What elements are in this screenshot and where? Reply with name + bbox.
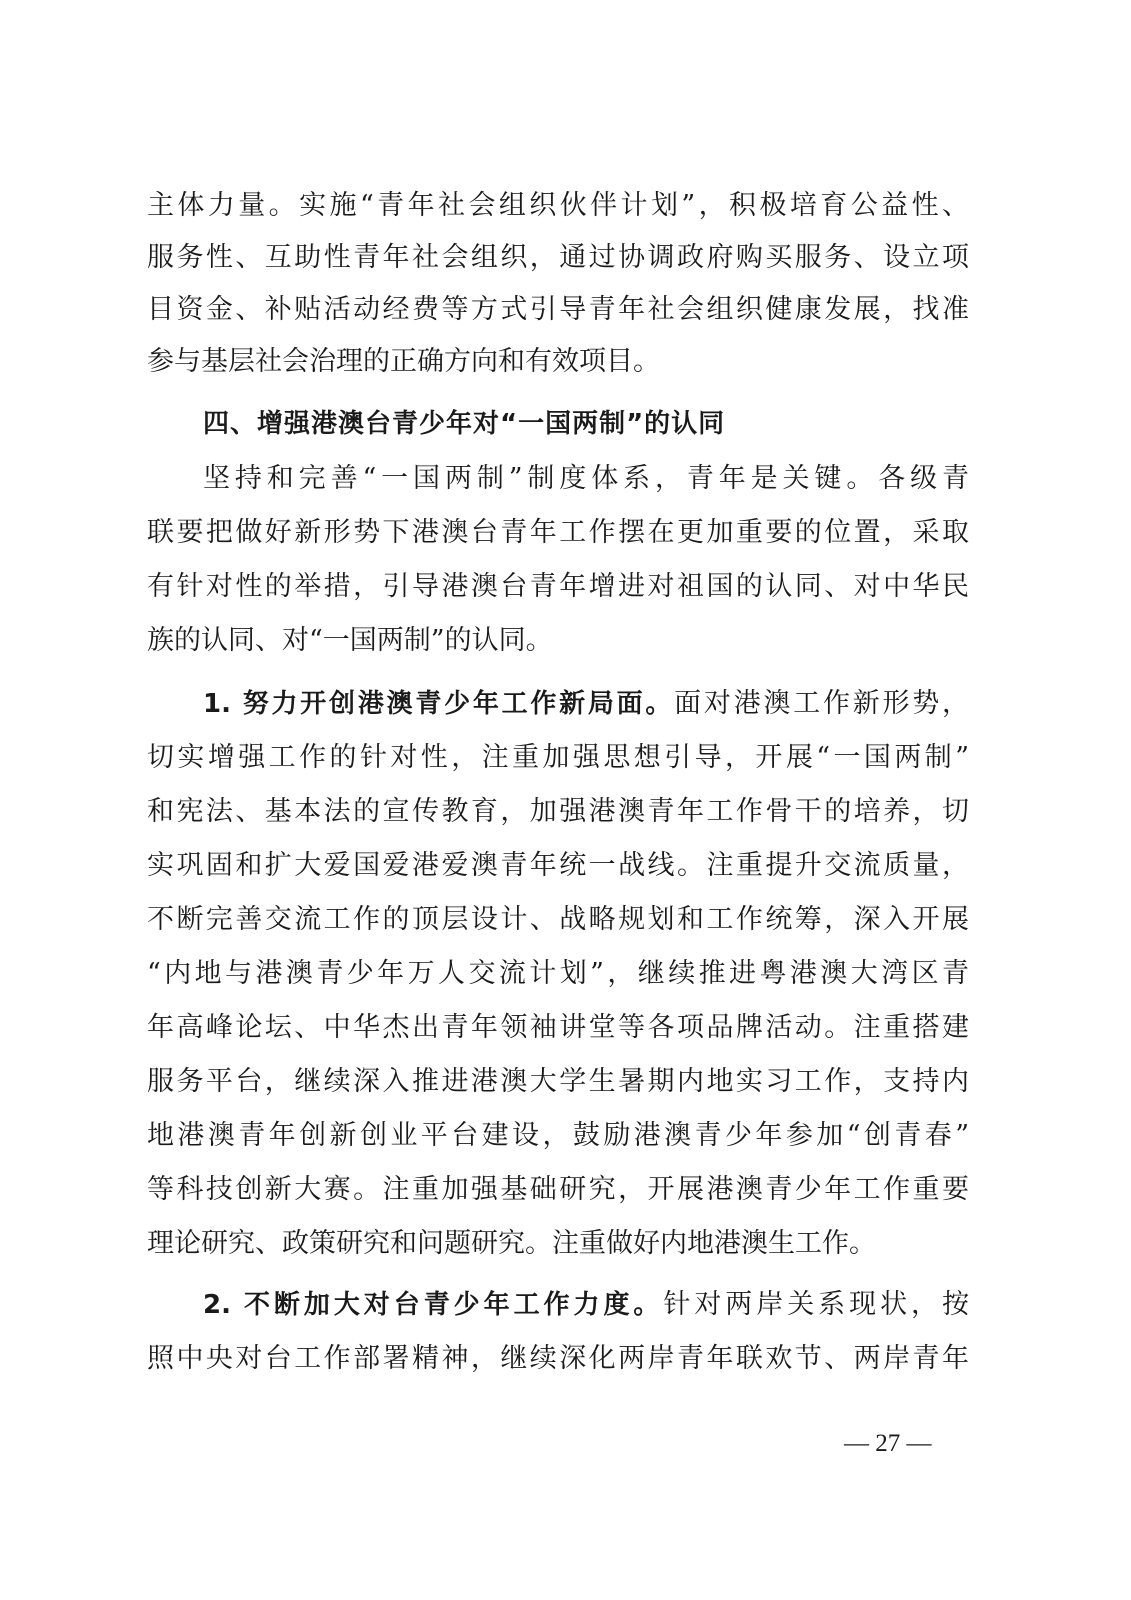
text-line: 地港澳青年创新创业平台建设，鼓励港澳青少年参加“创青春” (147, 1120, 969, 1151)
paragraph-1-lead: 面对港澳工作新形势， (674, 688, 969, 719)
section-heading: 四、增强港澳台青少年对“一国两制”的认同 (203, 409, 726, 439)
text-line: 有针对性的举措，引导港澳台青年增进对祖国的认同、对中华民 (147, 571, 969, 602)
paragraph-2-title: 2. 不断加大对台青少年工作力度。 (203, 1290, 664, 1320)
text-line: 切实增强工作的针对性，注重加强思想引导，开展“一国两制” (147, 742, 969, 773)
text-line: 不断完善交流工作的顶层设计、战略规划和工作统筹，深入开展 (147, 904, 969, 935)
text-line: 参与基层社会治理的正确方向和有效项目。 (147, 346, 660, 377)
paragraph-1-title: 1. 努力开创港澳青少年工作新局面。 (203, 689, 675, 719)
text-line: 等科技创新大赛。注重加强基础研究，开展港澳青少年工作重要 (147, 1174, 969, 1205)
text-line: 照中央对台工作部署精神，继续深化两岸青年联欢节、两岸青年 (147, 1343, 969, 1374)
text-line: 年高峰论坛、中华杰出青年领袖讲堂等各项品牌活动。注重搭建 (147, 1012, 969, 1043)
text-line: 主体力量。实施“青年社会组织伙伴计划”，积极培育公益性、 (147, 190, 969, 221)
paragraph-2-first-line (203, 1285, 969, 1325)
text-line: 理论研究、政策研究和问题研究。注重做好内地港澳生工作。 (147, 1228, 876, 1259)
text-line: 联要把做好新形势下港澳台青年工作摆在更加重要的位置，采取 (147, 517, 969, 548)
text-line: 坚持和完善“一国两制”制度体系，青年是关键。各级青 (203, 463, 969, 494)
page-number: — 27 — (844, 1430, 932, 1457)
paragraph-1-first-line (203, 684, 969, 724)
text-line: 服务平台，继续深入推进港澳大学生暑期内地实习工作，支持内 (147, 1066, 969, 1097)
text-line: “内地与港澳青少年万人交流计划”，继续推进粤港澳大湾区青 (147, 958, 969, 989)
text-line: 实巩固和扩大爱国爱港爱澳青年统一战线。注重提升交流质量， (147, 850, 969, 881)
text-line: 服务性、互助性青年社会组织，通过协调政府购买服务、设立项 (147, 242, 969, 273)
text-line: 族的认同、对“一国两制”的认同。 (147, 625, 553, 656)
text-line: 目资金、补贴活动经费等方式引导青年社会组织健康发展，找准 (147, 294, 969, 325)
text-line: 和宪法、基本法的宣传教育，加强港澳青年工作骨干的培养，切 (147, 796, 969, 827)
paragraph-2-lead: 针对两岸关系现状，按 (663, 1289, 969, 1320)
